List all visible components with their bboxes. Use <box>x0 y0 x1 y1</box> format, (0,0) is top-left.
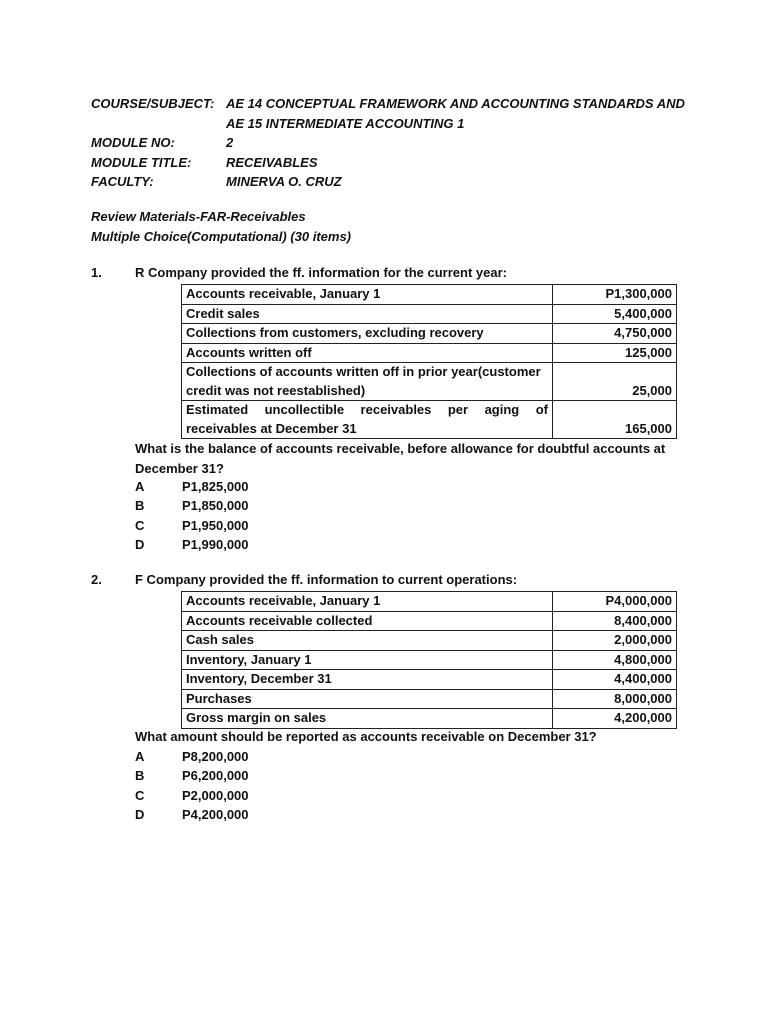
row-label <box>182 363 553 401</box>
header-value: RECEIVABLES <box>226 154 318 170</box>
row-label: Purchases <box>182 689 553 709</box>
choice-letter: A <box>135 479 145 494</box>
choice-text: P6,200,000 <box>182 768 249 784</box>
question-number: 1. <box>91 265 102 280</box>
table-row <box>182 689 677 709</box>
choice-d[interactable] <box>135 535 249 554</box>
row-label: Cash sales <box>182 631 553 651</box>
choice-letter: A <box>135 749 145 764</box>
module-header <box>91 94 686 192</box>
choice-text: P1,950,000 <box>182 517 249 533</box>
table-row <box>182 285 677 305</box>
row-label: Accounts receivable, January 1 <box>182 592 553 612</box>
choice-text: P4,200,000 <box>182 806 249 822</box>
header-value: AE 15 INTERMEDIATE ACCOUNTING 1 <box>226 115 465 131</box>
header-value: MINERVA O. CRUZ <box>226 174 342 189</box>
header-label: MODULE TITLE: <box>91 154 192 170</box>
row-label: Inventory, December 31 <box>182 670 553 690</box>
row-amount: 165,000 <box>553 401 677 439</box>
choice-letter: D <box>135 806 145 822</box>
choice-b[interactable] <box>135 496 249 515</box>
header-value: AE 14 CONCEPTUAL FRAMEWORK AND ACCOUNTING STANDARDS AND <box>226 96 685 111</box>
row-amount: 4,200,000 <box>553 709 677 729</box>
header-value: 2 <box>226 135 234 150</box>
row-amount: 25,000 <box>553 363 677 401</box>
row-amount: P4,000,000 <box>553 592 677 612</box>
choice-b[interactable] <box>135 766 249 785</box>
row-amount: 4,400,000 <box>553 670 677 690</box>
review-subtitle: Multiple Choice(Computational) (30 items) <box>91 228 352 244</box>
table-row <box>182 631 677 651</box>
table-row <box>182 709 677 729</box>
row-label-line: receivables at December 31 <box>186 420 357 436</box>
choice-text: P2,000,000 <box>182 787 249 803</box>
question-1-data-table <box>181 284 677 439</box>
header-label: MODULE NO: <box>91 135 175 150</box>
row-label: Inventory, January 1 <box>182 650 553 670</box>
row-amount: 8,400,000 <box>553 611 677 631</box>
choice-letter: C <box>135 787 145 803</box>
choice-letter: D <box>135 536 145 552</box>
row-label: Credit sales <box>182 304 553 324</box>
row-amount: 4,750,000 <box>553 324 677 344</box>
choice-c[interactable] <box>135 516 249 535</box>
choice-d[interactable] <box>135 805 249 824</box>
choice-text: P1,990,000 <box>182 536 249 552</box>
answer-choices <box>135 747 249 824</box>
choice-letter: B <box>135 768 145 784</box>
row-label-line: Estimated uncollectible receivables per aging of <box>186 402 548 417</box>
choice-text: P1,825,000 <box>182 479 249 494</box>
question-number: 2. <box>91 572 102 587</box>
table-row <box>182 324 677 344</box>
row-amount: 2,000,000 <box>553 631 677 651</box>
header-label <box>91 114 226 134</box>
question-prompt: What is the balance of accounts receivable, before allowance for doubtful accounts at December 31? <box>135 441 666 476</box>
table-row <box>182 304 677 324</box>
row-amount: P1,300,000 <box>553 285 677 305</box>
review-heading <box>91 207 351 246</box>
table-row <box>182 343 677 363</box>
row-label-line: Collections of accounts written off in prior year(customer <box>186 364 541 379</box>
table-row <box>182 363 677 401</box>
header-row-module-no <box>91 133 686 153</box>
row-label: Gross margin on sales <box>182 709 553 729</box>
question-prompt: What amount should be reported as accounts receivable on December 31? <box>135 729 597 744</box>
table-row <box>182 401 677 439</box>
review-title: Review Materials-FAR-Receivables <box>91 209 306 224</box>
answer-choices <box>135 477 249 554</box>
row-label: Accounts written off <box>182 343 553 363</box>
table-row <box>182 611 677 631</box>
header-row-course <box>91 94 686 114</box>
question-intro: R Company provided the ff. information for the current year: <box>135 265 507 280</box>
header-row-faculty <box>91 172 686 192</box>
table-row <box>182 650 677 670</box>
choice-text: P8,200,000 <box>182 749 249 764</box>
header-row-course-cont <box>91 114 686 134</box>
table-row <box>182 592 677 612</box>
choice-letter: B <box>135 498 145 514</box>
choice-a[interactable] <box>135 477 249 496</box>
row-label: Accounts receivable collected <box>182 611 553 631</box>
row-label: Accounts receivable, January 1 <box>182 285 553 305</box>
row-label-line: credit was not reestablished) <box>186 382 366 398</box>
header-label: FACULTY: <box>91 174 154 189</box>
question-2-data-table <box>181 591 677 729</box>
choice-a[interactable] <box>135 747 249 766</box>
row-amount: 4,800,000 <box>553 650 677 670</box>
choice-text: P1,850,000 <box>182 498 249 514</box>
row-label: Collections from customers, excluding recovery <box>182 324 553 344</box>
row-amount: 125,000 <box>553 343 677 363</box>
choice-c[interactable] <box>135 786 249 805</box>
row-amount: 5,400,000 <box>553 304 677 324</box>
row-label <box>182 401 553 439</box>
row-amount: 8,000,000 <box>553 689 677 709</box>
header-row-module-title <box>91 153 686 173</box>
choice-letter: C <box>135 517 145 533</box>
table-row <box>182 670 677 690</box>
header-label: COURSE/SUBJECT: <box>91 96 215 111</box>
question-intro: F Company provided the ff. information to current operations: <box>135 572 518 587</box>
